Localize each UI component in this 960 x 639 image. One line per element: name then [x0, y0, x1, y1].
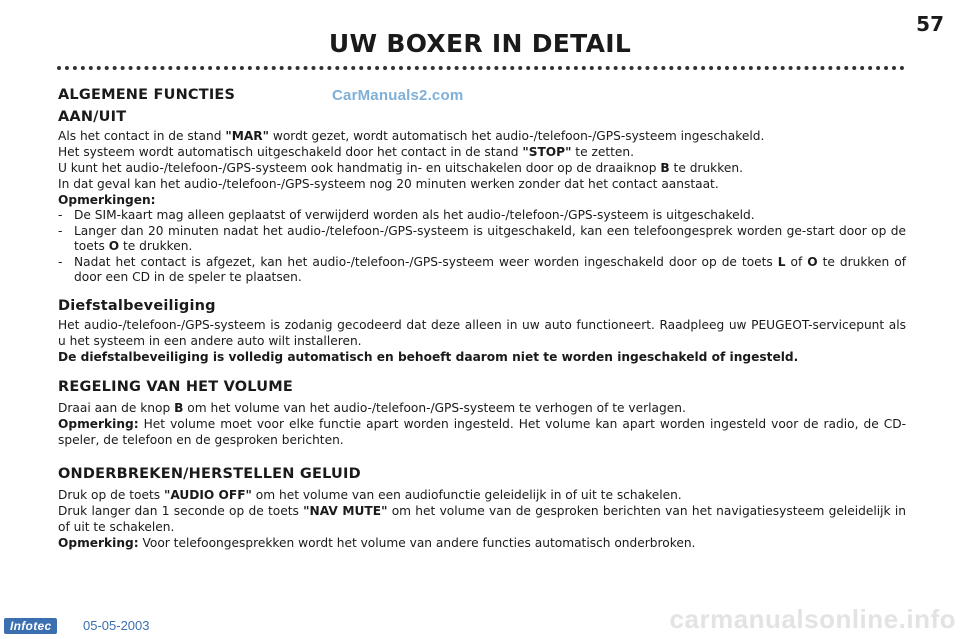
notes-list [58, 208, 906, 286]
paragraph: Draai aan de knop B om het volume van het audio-/telefoon-/GPS-systeem te verhogen of te verlagen. [58, 400, 686, 415]
paragraph: Opmerking: Het volume moet voor elke functie apart worden ingesteld. Het volume kan apart worden ingesteld voor de radio, de CD-speler, de telefoon en de gesproken berichten. [58, 416, 906, 447]
paragraph: Als het contact in de stand "MAR" wordt gezet, wordt automatisch het audio-/telefoon-/GPS-systeem ingeschakeld. [58, 129, 765, 143]
section-title-theft: Diefstalbeveiliging [58, 297, 216, 314]
paragraph-bold: De diefstalbeveiliging is volledig automatisch en behoeft daarom niet te worden ingeschakeld of ingesteld. [58, 349, 799, 364]
subsection-title-on-off: AAN/UIT [58, 109, 127, 125]
section-theft-protection [58, 298, 906, 365]
watermark-bottom: carmanualsonline.info [669, 604, 956, 634]
section-title-general: ALGEMENE FUNCTIES [58, 87, 236, 103]
paragraph: Druk langer dan 1 seconde op de toets "NAV MUTE" om het volume van de gesproken berichten van het navigatiesysteem geleidelijk in of uit te schakelen. [58, 503, 906, 534]
watermark-top: CarManuals2.com [332, 87, 464, 104]
notes-label: Opmerkingen: [58, 193, 156, 207]
paragraph: Druk op de toets "AUDIO OFF" om het volume van een audiofunctie geleidelijk in of uit te schakelen. [58, 487, 682, 502]
dotted-divider [57, 66, 905, 70]
paragraph: Het systeem wordt automatisch uitgeschakeld door het contact in de stand "STOP" te zetten. [58, 145, 635, 159]
section-general [58, 87, 906, 286]
paragraph: Het audio-/telefoon-/GPS-systeem is zodanig gecodeerd dat deze alleen in uw auto functioneert. Raadpleeg uw PEUGEOT-servicepunt als u het systeem in een andere auto wilt installeren. [58, 317, 906, 348]
list-item: - Nadat het contact is afgezet, kan het audio-/telefoon-/GPS-systeem weer worden ingeschakeld door op de toets L of O te drukken of door een CD in de speler te plaatsen. [58, 254, 906, 284]
page-number: 57 [916, 12, 944, 36]
infotec-logo: Infotec [4, 618, 57, 634]
section-title-volume: REGELING VAN HET VOLUME [58, 378, 293, 395]
section-mute [58, 466, 906, 551]
section-volume [58, 379, 906, 448]
list-item: - De SIM-kaart mag alleen geplaatst of verwijderd worden als het audio-/telefoon-/GPS-systeem is uitgeschakeld. [58, 208, 755, 222]
footer-date: 05-05-2003 [83, 618, 150, 633]
section-title-mute: ONDERBREKEN/HERSTELLEN GELUID [58, 465, 361, 482]
paragraph: Opmerking: Voor telefoongesprekken wordt het volume van andere functies automatisch onderbroken. [58, 535, 696, 550]
page-content [58, 87, 906, 551]
page-title: UW BOXER IN DETAIL [328, 29, 632, 58]
list-item: - Langer dan 20 minuten nadat het audio-/telefoon-/GPS-systeem is uitgeschakeld, kan een telefoongesprek worden ge-start door op de toets O te drukken. [58, 223, 906, 253]
paragraph: In dat geval kan het audio-/telefoon-/GPS-systeem nog 20 minuten werken zonder dat het contact aanstaat. [58, 177, 719, 191]
paragraph: U kunt het audio-/telefoon-/GPS-systeem ook handmatig in- en uitschakelen door op de draaiknop B te drukken. [58, 161, 743, 175]
